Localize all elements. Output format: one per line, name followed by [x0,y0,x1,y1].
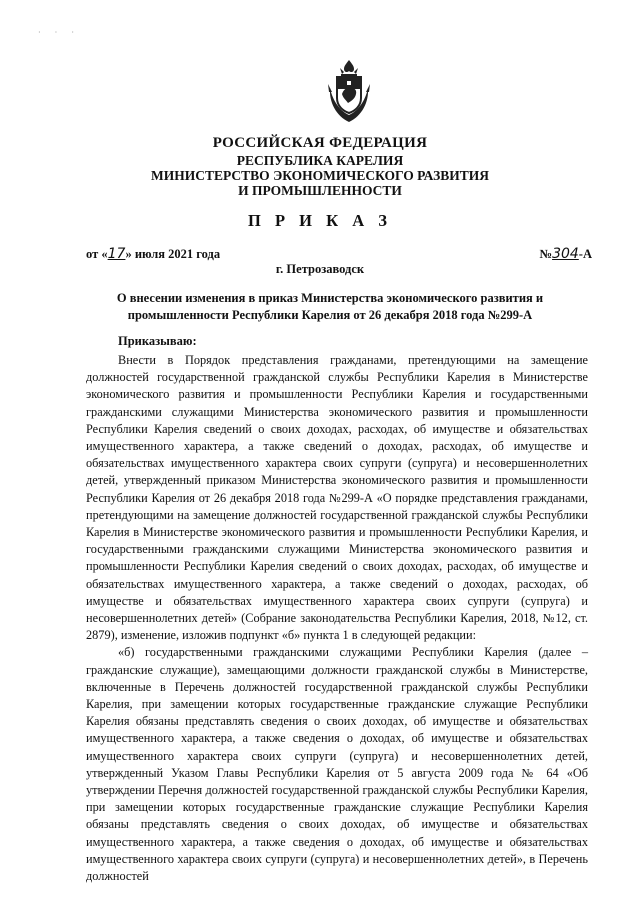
number-suffix: -А [578,247,592,261]
document-type: П Р И К А З [248,211,392,230]
number-prefix: № [539,247,553,261]
order-date [86,246,220,262]
ministry-title: МИНИСТЕРСТВО ЭКОНОМИЧЕСКОГО РАЗВИТИЯ [151,168,489,183]
republic-title: РЕСПУБЛИКА КАРЕЛИЯ [236,153,404,168]
body-paragraph: «б) государственными гражданскими служащими Республики Карелия (далее – гражданские служащие), замещающими должности гражданской службы в Министерстве, включенные в Перечень должностей государственной гражданской службы Республики Карелия, при замещении которых государственные гражданские служащие Республики Карелия обязаны представлять сведения о своих доходах, об имуществе и обязательствах имущественного характера, а также сведения о доходах, об имуществе и обязательствах имущественного характера своих супруги (супруга) и несовершеннолетних детей, утвержденный Указом Главы Республики Карелия от 5 августа 2009 года № 64 «Об утверждении Перечня должностей государственной гражданской службы Республики Карелия, при замещении которых государственные гражданские служащие Республики Карелия обязаны представлять сведения о своих доходах, об имуществе и обязательствах имущественного характера, а также сведения о доходах, об имуществе и обязательствах имущественного характера своих супруги (супруга) и несовершеннолетних детей», в Перечень должностей [86,645,588,884]
country-title: РОССИЙСКАЯ ФЕДЕРАЦИЯ [212,135,428,151]
number-handwritten: 304 [552,246,579,262]
coat-of-arms-emblem [326,58,372,124]
body-paragraph: Внести в Порядок представления гражданами, претендующими на замещение должностей государственной гражданской службы Республики Карелия в Министерстве экономического развития и промышленности Республики Карелия и государственными гражданскими служащими Министерства экономического развития и промышленности Республики Карелия сведений о своих доходах, расходах, об имуществе и обязательствах имущественного характера, а также сведений о доходах, расходах, об имуществе и обязательствах имущественного характера своих супруги (супруга) и несовершеннолетних детей, утвержденный приказом Министерства экономического развития и промышленности Республики Карелия от 26 декабря 2018 года №299-А «О порядке представления гражданами, претендующими на замещение должностей государственной гражданской службы Республики Карелия в Министерстве экономического развития и промышленности Республики Карелия, и государственными гражданскими служащими Министерства экономического развития и промышленности Республики Карелия сведений о своих доходах, расходах, об имуществе и обязательствах имущественного характера, а также сведений о доходах, расходах, об имуществе и обязательствах имущественного характера своих супруги (супруга) и несовершеннолетних детей» (Собрание законодательства Республики Карелия, 2018, №12, ст. 2879), изменение, изложив подпункт «б» пункта 1 в следующей редакции: [86,353,588,643]
date-suffix: » июля 2021 года [125,247,221,261]
order-word: Приказываю: [118,334,197,348]
date-prefix: от « [86,247,108,261]
order-body [86,352,588,885]
scan-artifacts: · · · [38,28,80,37]
ministry-title-cont: И ПРОМЫШЛЕННОСТИ [238,183,402,198]
order-number [540,246,593,262]
city: г. Петрозаводск [275,262,365,276]
order-subject: О внесении изменения в приказ Министерства экономического развития и промышленности Республики Карелия от 26 декабря 2018 года №299-А [116,291,544,322]
date-day-handwritten: 17 [107,246,126,262]
